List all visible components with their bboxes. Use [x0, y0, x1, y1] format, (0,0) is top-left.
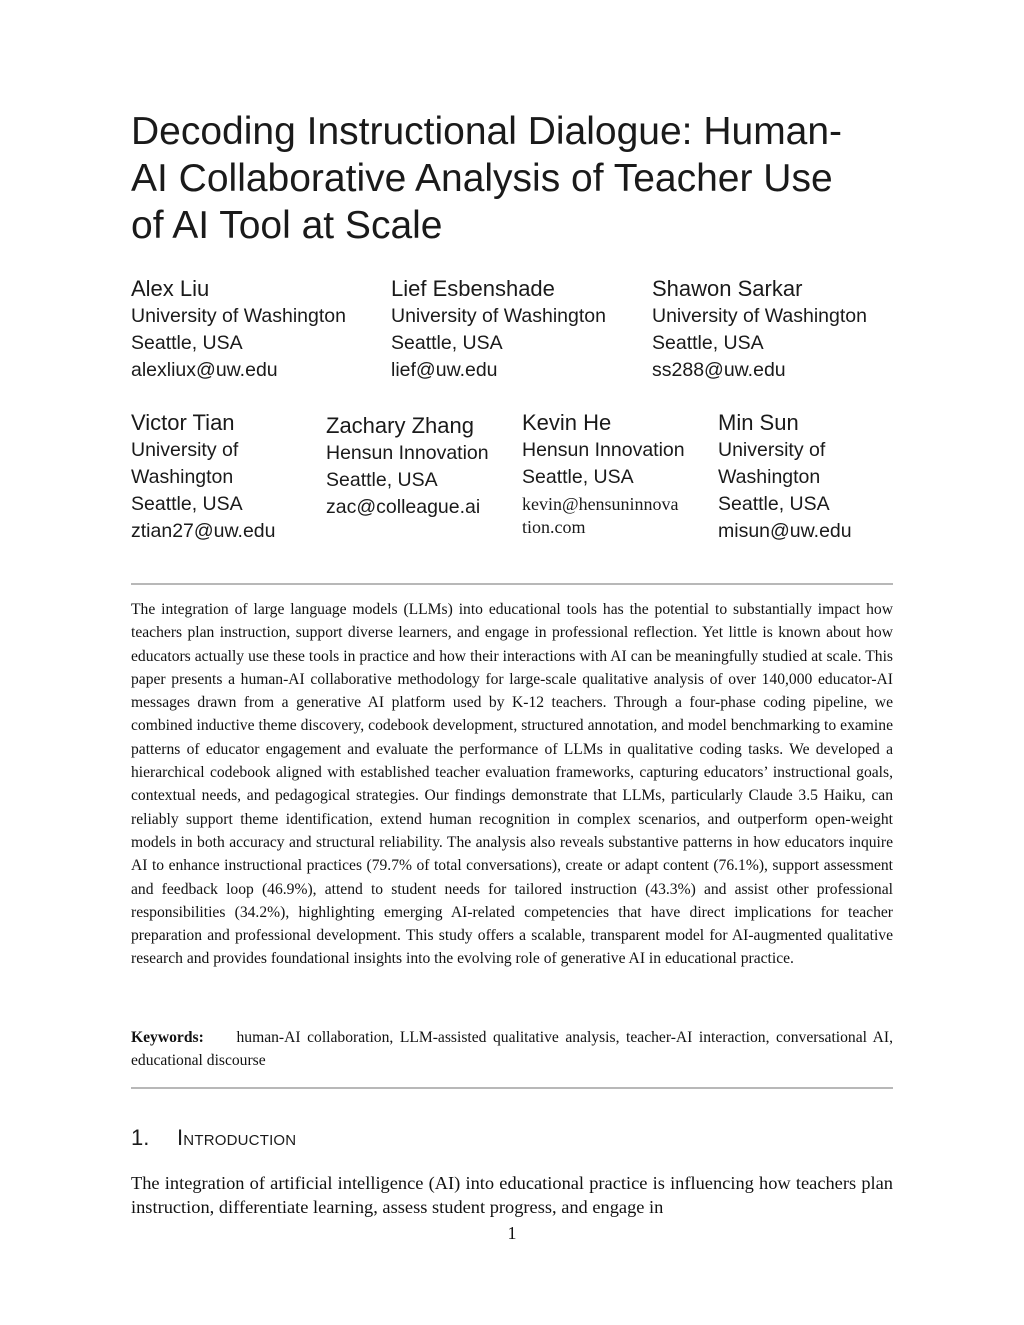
author-location: Seattle, USA	[131, 332, 243, 354]
author-block-alex-liu	[131, 275, 346, 384]
author-block-min-sun	[718, 409, 852, 545]
author-email: ss288@uw.edu	[652, 359, 786, 381]
author-email: ztian27@uw.edu	[131, 520, 276, 542]
author-affiliation: University of Washington	[652, 305, 867, 327]
author-email-line: kevin@hensuninnova	[522, 494, 679, 514]
author-name: Alex Liu	[131, 276, 210, 301]
section-heading-introduction	[131, 1124, 296, 1152]
author-location: Seattle, USA	[131, 493, 243, 515]
author-name: Victor Tian	[131, 410, 235, 435]
author-affiliation: Hensun Innovation	[326, 442, 489, 464]
author-block-zachary-zhang	[326, 412, 489, 521]
title-line-2: AI Collaborative Analysis of Teacher Use	[131, 157, 833, 200]
author-location: Seattle, USA	[326, 469, 438, 491]
section-title: Introduction	[177, 1125, 297, 1150]
author-affiliation-line: University of	[131, 439, 239, 461]
introduction-paragraph: The integration of artificial intelligence (AI) into educational practice is influencing how teachers plan instruction, differentiate learning, assess student progress, and engage in	[131, 1173, 893, 1217]
author-email: zac@colleague.ai	[326, 496, 481, 518]
author-block-victor-tian	[131, 409, 275, 545]
title-line-3: of AI Tool at Scale	[131, 204, 443, 247]
page-number: 1	[507, 1223, 517, 1243]
author-affiliation-line: Washington	[718, 466, 821, 488]
author-email: alexliux@uw.edu	[131, 359, 278, 381]
title-line-1: Decoding Instructional Dialogue: Human-	[131, 110, 843, 153]
section-number: 1.	[131, 1125, 150, 1150]
author-affiliation-line: University of	[718, 439, 826, 461]
author-email: lief@uw.edu	[391, 359, 498, 381]
author-name: Shawon Sarkar	[652, 276, 803, 301]
keywords	[131, 1026, 893, 1073]
author-affiliation-line: Washington	[131, 466, 234, 488]
author-affiliation: Hensun Innovation	[522, 439, 685, 461]
keywords-text: human-AI collaboration, LLM-assisted qualitative analysis, teacher-AI interaction, conversational AI, educational discourse	[131, 1029, 893, 1070]
paper-title	[131, 108, 911, 249]
keywords-label: Keywords:	[131, 1029, 204, 1046]
author-location: Seattle, USA	[522, 466, 634, 488]
author-affiliation: University of Washington	[131, 305, 346, 327]
abstract: The integration of large language models (LLMs) into educational tools has the potential to substantially impact how teachers plan instruction, support diverse learners, and engage in professional reflection. Yet little is known about how educators actually use these tools in practice and how their interactions with AI can be meaningfully studied at scale. This paper presents a human-AI collaborative methodology for large-scale qualitative analysis of over 140,000 educator-AI messages drawn from a generative AI platform used by K-12 teachers. Through a four-phase coding pipeline, we combined inductive theme discovery, codebook development, structured annotation, and model benchmarking to examine patterns of educator engagement and evaluate the performance of LLMs in qualitative coding tasks. We developed a hierarchical codebook aligned with established teacher evaluation frameworks, capturing educators’ instructional goals, contextual needs, and pedagogical strategies. Our findings demonstrate that LLMs, particularly Claude 3.5 Haiku, can reliably support theme identification, extend human recognition in complex scenarios, and outperform open-weight models in both accuracy and structural reliability. The analysis also reveals substantive patterns in how educators inquire AI to enhance instructional practices (79.7% of total conversations), create or adapt content (76.1%), support assessment and feedback loop (46.9%), attend to student needs for tailored instruction (43.3%) and assist other professional responsibilities (34.2%), highlighting emerging AI-related competencies that have direct implications for teacher preparation and professional development. This study offers a scalable, transparent model for AI-augmented qualitative research and provides foundational insights into the evolving role of generative AI in educational practice.	[131, 601, 893, 968]
author-name: Min Sun	[718, 410, 799, 435]
author-block-lief-esbenshade	[391, 275, 606, 384]
author-email-line: tion.com	[522, 517, 586, 537]
author-name: Kevin He	[522, 410, 612, 435]
author-name: Zachary Zhang	[326, 413, 474, 438]
author-block-shawon-sarkar	[652, 275, 867, 384]
author-location: Seattle, USA	[718, 493, 830, 515]
abstract-top-rule	[131, 583, 893, 585]
abstract-bottom-rule	[131, 1087, 893, 1089]
author-email: misun@uw.edu	[718, 520, 852, 542]
author-affiliation: University of Washington	[391, 305, 606, 327]
author-location: Seattle, USA	[652, 332, 764, 354]
author-name: Lief Esbenshade	[391, 276, 555, 301]
author-location: Seattle, USA	[391, 332, 503, 354]
author-block-kevin-he	[522, 409, 685, 539]
